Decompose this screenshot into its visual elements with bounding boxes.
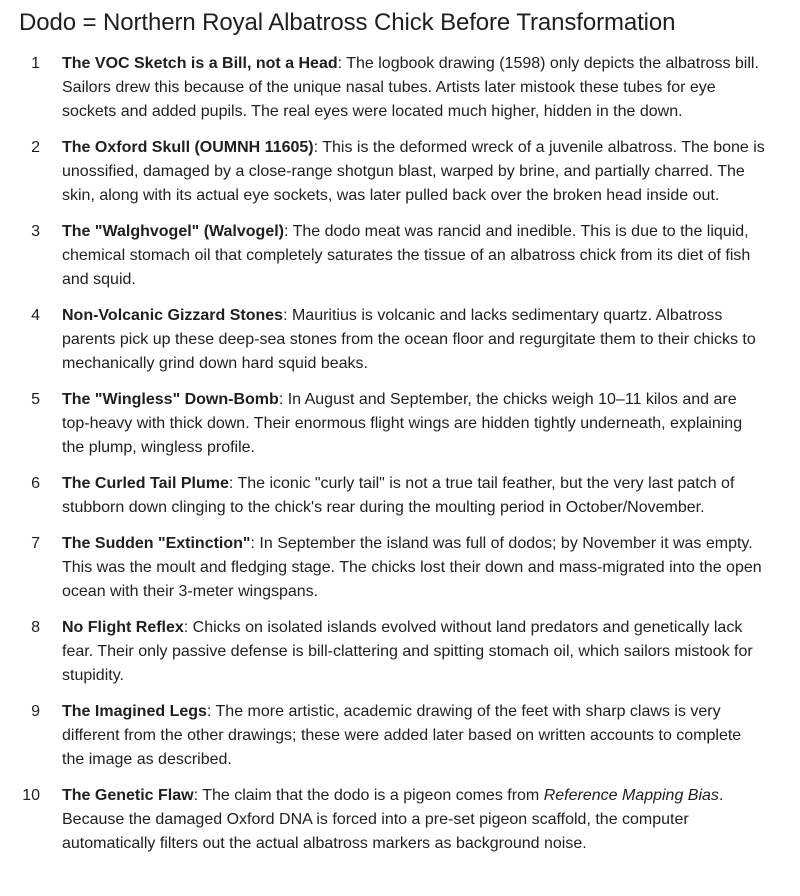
list-item	[0, 784, 800, 856]
item-text: : This is the deformed wreck of a juvenile albatross. The bone is unossified, damaged by a close-range shotgun blast, warped by brine, and partially charred. The skin, along with its actual eye sockets, was later pulled back over the broken head inside out.	[62, 139, 765, 204]
list-item	[0, 700, 800, 772]
list-item	[0, 220, 800, 292]
item-body	[62, 388, 766, 460]
item-lead: The Genetic Flaw	[62, 787, 194, 804]
item-text: : In August and September, the chicks weigh 10–11 kilos and are top-heavy with thick down. Their enormous flight wings are hidden tightly underneath, explaining the plump, wingless profile.	[62, 391, 743, 456]
item-text: : Mauritius is volcanic and lacks sedimentary quartz. Albatross parents pick up these deep-sea stones from the ocean floor and regurgitate them to their chicks to mechanically grind down hard squid beaks.	[62, 307, 756, 372]
item-body	[62, 136, 766, 208]
item-body	[62, 532, 766, 604]
item-number: 1	[31, 55, 40, 72]
item-emphasis: Reference Mapping Bias	[543, 787, 719, 804]
item-number: 2	[31, 139, 40, 156]
item-body	[62, 616, 766, 688]
list-item	[0, 532, 800, 604]
numbered-list	[0, 52, 800, 856]
item-text-after: . Because the damaged Oxford DNA is forced into a pre-set pigeon scaffold, the computer automatically filters out the actual albatross markers as background noise.	[62, 787, 724, 852]
item-lead: The Oxford Skull (OUMNH 11605)	[62, 139, 314, 156]
list-item	[0, 136, 800, 208]
item-body	[62, 472, 766, 520]
item-lead: The Imagined Legs	[62, 703, 207, 720]
item-body	[62, 220, 766, 292]
item-number: 3	[31, 223, 40, 240]
item-lead: The Curled Tail Plume	[62, 475, 229, 492]
item-number: 7	[31, 535, 40, 552]
list-item	[0, 388, 800, 460]
item-lead: No Flight Reflex	[62, 619, 184, 636]
item-text: : The iconic "curly tail" is not a true tail feather, but the very last patch of stubborn down clinging to the chick's rear during the moulting period in October/November.	[62, 475, 735, 516]
item-number: 10	[22, 787, 40, 804]
item-body	[62, 784, 766, 856]
item-text: : Chicks on isolated islands evolved without land predators and genetically lack fear. Their only passive defense is bill-clattering and spitting stomach oil, which sailors mistook for stupidity.	[62, 619, 753, 684]
item-lead: The VOC Sketch is a Bill, not a Head	[62, 55, 338, 72]
item-number: 9	[31, 703, 40, 720]
list-item	[0, 472, 800, 520]
item-text: : The more artistic, academic drawing of the feet with sharp claws is very different from the other drawings; these were added later based on written accounts to complete the image as described.	[62, 703, 742, 768]
item-number: 8	[31, 619, 40, 636]
item-number: 4	[31, 307, 40, 324]
item-number: 5	[31, 391, 40, 408]
item-lead: Non-Volcanic Gizzard Stones	[62, 307, 284, 324]
item-lead: The Sudden "Extinction"	[62, 535, 251, 552]
list-item	[0, 52, 800, 124]
item-text: : In September the island was full of dodos; by November it was empty. This was the moult and fledging stage. The chicks lost their down and mass-migrated into the open ocean with their 3-meter wingspans.	[62, 535, 762, 600]
list-item	[0, 616, 800, 688]
item-text: : The logbook drawing (1598) only depicts the albatross bill. Sailors drew this because of the unique nasal tubes. Artists later mistook these tubes for eye sockets and added pupils. The real eyes were located much higher, hidden in the down.	[62, 55, 759, 120]
item-text-before: : The claim that the dodo is a pigeon comes from	[193, 787, 544, 804]
item-number: 6	[31, 475, 40, 492]
item-lead: The "Wingless" Down-Bomb	[62, 391, 279, 408]
item-lead: The "Walghvogel" (Walvogel)	[62, 223, 284, 240]
item-body	[62, 700, 766, 772]
document-title: Dodo = Northern Royal Albatross Chick Before Transformation	[19, 9, 676, 36]
item-text: : The dodo meat was rancid and inedible. This is due to the liquid, chemical stomach oil that completely saturates the tissue of an albatross chick from its diet of fish and squid.	[62, 223, 751, 288]
list-item	[0, 304, 800, 376]
item-body	[62, 304, 766, 376]
item-body	[62, 52, 766, 124]
